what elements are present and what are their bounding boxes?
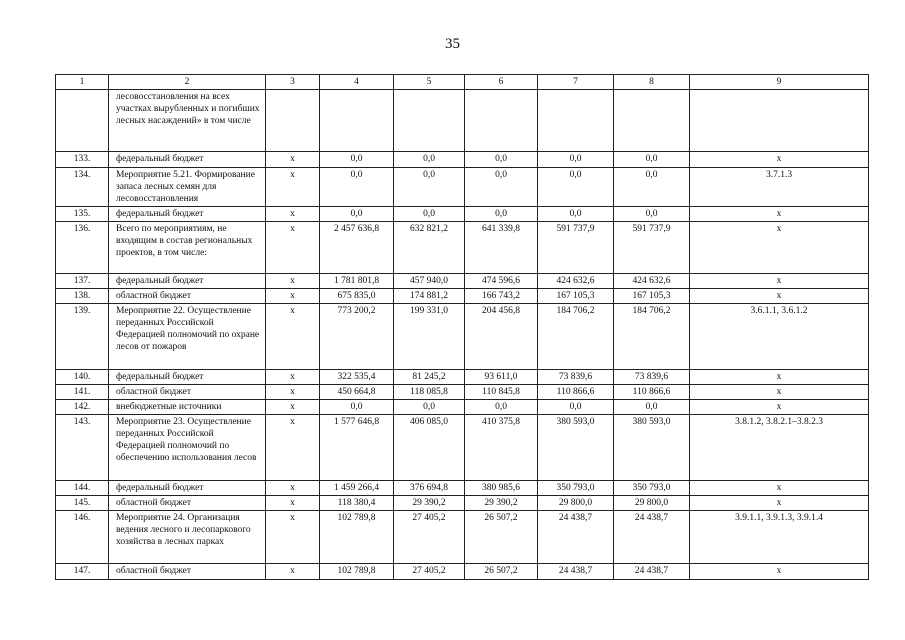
- value-col-5: 0,0: [394, 152, 465, 168]
- table-row: [56, 289, 869, 304]
- row-unit: [266, 90, 320, 152]
- value-col-4: 773 200,2: [320, 304, 394, 370]
- row-reference: х: [690, 207, 869, 222]
- row-unit: х: [266, 415, 320, 481]
- row-number: 143.: [56, 415, 109, 481]
- row-name: областной бюджет: [109, 385, 266, 400]
- table-row: [56, 370, 869, 385]
- value-col-7: 29 800,0: [538, 496, 614, 511]
- value-col-6: 29 390,2: [465, 496, 538, 511]
- value-col-7: 184 706,2: [538, 304, 614, 370]
- value-col-6: 26 507,2: [465, 511, 538, 564]
- row-number: 137.: [56, 274, 109, 289]
- value-col-5: 174 881,2: [394, 289, 465, 304]
- value-col-5: 0,0: [394, 207, 465, 222]
- table-row: [56, 564, 869, 580]
- row-number: 139.: [56, 304, 109, 370]
- row-reference: х: [690, 370, 869, 385]
- column-header: 6: [465, 75, 538, 90]
- value-col-8: 24 438,7: [614, 564, 690, 580]
- header-row: [56, 75, 869, 90]
- value-col-6: 0,0: [465, 207, 538, 222]
- row-name: федеральный бюджет: [109, 207, 266, 222]
- row-name: Всего по мероприятиям, не входящим в состав региональных проектов, в том числе:: [109, 222, 266, 274]
- row-reference: 3.6.1.1, 3.6.1.2: [690, 304, 869, 370]
- value-col-8: 0,0: [614, 207, 690, 222]
- value-col-5: 81 245,2: [394, 370, 465, 385]
- row-name: Мероприятие 22. Осуществление переданных Российской Федерацией полномочий по охране лесов от пожаров: [109, 304, 266, 370]
- value-col-7: [538, 90, 614, 152]
- row-name: федеральный бюджет: [109, 481, 266, 496]
- value-col-4: 118 380,4: [320, 496, 394, 511]
- column-header: 1: [56, 75, 109, 90]
- row-unit: х: [266, 400, 320, 415]
- row-number: 140.: [56, 370, 109, 385]
- budget-table: [55, 74, 869, 580]
- row-number: 141.: [56, 385, 109, 400]
- value-col-7: 0,0: [538, 207, 614, 222]
- value-col-4: 0,0: [320, 168, 394, 207]
- row-number: 133.: [56, 152, 109, 168]
- value-col-7: 0,0: [538, 400, 614, 415]
- row-name: федеральный бюджет: [109, 274, 266, 289]
- value-col-4: 322 535,4: [320, 370, 394, 385]
- column-header: 8: [614, 75, 690, 90]
- row-reference: х: [690, 385, 869, 400]
- value-col-8: 29 800,0: [614, 496, 690, 511]
- value-col-5: [394, 90, 465, 152]
- row-number: 142.: [56, 400, 109, 415]
- value-col-6: 474 596,6: [465, 274, 538, 289]
- value-col-6: [465, 90, 538, 152]
- value-col-5: 199 331,0: [394, 304, 465, 370]
- value-col-7: 380 593,0: [538, 415, 614, 481]
- row-unit: х: [266, 207, 320, 222]
- value-col-6: 0,0: [465, 152, 538, 168]
- value-col-6: 380 985,6: [465, 481, 538, 496]
- row-reference: х: [690, 496, 869, 511]
- value-col-5: 0,0: [394, 168, 465, 207]
- column-header: 5: [394, 75, 465, 90]
- table-row: [56, 207, 869, 222]
- value-col-8: 0,0: [614, 168, 690, 207]
- column-header: 7: [538, 75, 614, 90]
- value-col-8: 591 737,9: [614, 222, 690, 274]
- value-col-5: 406 085,0: [394, 415, 465, 481]
- value-col-4: 2 457 636,8: [320, 222, 394, 274]
- value-col-5: 376 694,8: [394, 481, 465, 496]
- row-number: 144.: [56, 481, 109, 496]
- row-unit: х: [266, 564, 320, 580]
- row-reference: [690, 90, 869, 152]
- value-col-6: 410 375,8: [465, 415, 538, 481]
- row-unit: х: [266, 274, 320, 289]
- value-col-6: 166 743,2: [465, 289, 538, 304]
- value-col-4: 1 459 266,4: [320, 481, 394, 496]
- value-col-7: 73 839,6: [538, 370, 614, 385]
- value-col-8: 0,0: [614, 152, 690, 168]
- row-name: федеральный бюджет: [109, 370, 266, 385]
- row-reference: х: [690, 289, 869, 304]
- value-col-4: 450 664,8: [320, 385, 394, 400]
- value-col-8: [614, 90, 690, 152]
- value-col-8: 184 706,2: [614, 304, 690, 370]
- row-unit: х: [266, 168, 320, 207]
- value-col-6: 641 339,8: [465, 222, 538, 274]
- value-col-8: 24 438,7: [614, 511, 690, 564]
- value-col-7: 24 438,7: [538, 511, 614, 564]
- row-reference: х: [690, 274, 869, 289]
- row-number: 145.: [56, 496, 109, 511]
- row-number: 146.: [56, 511, 109, 564]
- value-col-6: 0,0: [465, 168, 538, 207]
- row-number: 135.: [56, 207, 109, 222]
- row-unit: х: [266, 289, 320, 304]
- row-unit: х: [266, 304, 320, 370]
- row-reference: х: [690, 400, 869, 415]
- table-row: [56, 152, 869, 168]
- row-name: областной бюджет: [109, 496, 266, 511]
- row-unit: х: [266, 152, 320, 168]
- value-col-4: 0,0: [320, 400, 394, 415]
- value-col-4: 102 789,8: [320, 564, 394, 580]
- row-reference: х: [690, 481, 869, 496]
- value-col-7: 110 866,6: [538, 385, 614, 400]
- row-unit: х: [266, 496, 320, 511]
- value-col-4: 1 781 801,8: [320, 274, 394, 289]
- value-col-4: 0,0: [320, 152, 394, 168]
- row-number: 136.: [56, 222, 109, 274]
- table-row: [56, 481, 869, 496]
- value-col-6: 204 456,8: [465, 304, 538, 370]
- table-row: [56, 168, 869, 207]
- value-col-5: 27 405,2: [394, 564, 465, 580]
- value-col-8: 350 793,0: [614, 481, 690, 496]
- value-col-4: [320, 90, 394, 152]
- column-header: 4: [320, 75, 394, 90]
- row-unit: х: [266, 222, 320, 274]
- value-col-8: 0,0: [614, 400, 690, 415]
- table-row: [56, 222, 869, 274]
- value-col-5: 0,0: [394, 400, 465, 415]
- value-col-8: 380 593,0: [614, 415, 690, 481]
- value-col-8: 424 632,6: [614, 274, 690, 289]
- table-row: [56, 90, 869, 152]
- value-col-5: 632 821,2: [394, 222, 465, 274]
- value-col-7: 350 793,0: [538, 481, 614, 496]
- row-reference: 3.7.1.3: [690, 168, 869, 207]
- row-name: Мероприятие 23. Осуществление переданных Российской Федерацией полномочий по обеспечению использования лесов: [109, 415, 266, 481]
- row-number: 147.: [56, 564, 109, 580]
- value-col-6: 26 507,2: [465, 564, 538, 580]
- row-unit: х: [266, 370, 320, 385]
- row-name: федеральный бюджет: [109, 152, 266, 168]
- value-col-7: 424 632,6: [538, 274, 614, 289]
- row-name: внебюджетные источники: [109, 400, 266, 415]
- row-reference: 3.8.1.2, 3.8.2.1–3.8.2.3: [690, 415, 869, 481]
- value-col-4: 0,0: [320, 207, 394, 222]
- value-col-7: 0,0: [538, 152, 614, 168]
- row-name: Мероприятие 24. Организация ведения лесного и лесопаркового хозяйства в лесных парках: [109, 511, 266, 564]
- value-col-7: 591 737,9: [538, 222, 614, 274]
- value-col-4: 675 835,0: [320, 289, 394, 304]
- row-name: областной бюджет: [109, 289, 266, 304]
- value-col-5: 457 940,0: [394, 274, 465, 289]
- value-col-5: 118 085,8: [394, 385, 465, 400]
- value-col-4: 102 789,8: [320, 511, 394, 564]
- value-col-6: 110 845,8: [465, 385, 538, 400]
- value-col-4: 1 577 646,8: [320, 415, 394, 481]
- row-unit: х: [266, 511, 320, 564]
- table-row: [56, 400, 869, 415]
- row-name: областной бюджет: [109, 564, 266, 580]
- value-col-5: 27 405,2: [394, 511, 465, 564]
- row-name: Мероприятие 5.21. Формирование запаса лесных семян для лесовосстановления: [109, 168, 266, 207]
- row-reference: х: [690, 222, 869, 274]
- value-col-8: 167 105,3: [614, 289, 690, 304]
- row-unit: х: [266, 385, 320, 400]
- table-row: [56, 304, 869, 370]
- value-col-8: 110 866,6: [614, 385, 690, 400]
- row-number: 134.: [56, 168, 109, 207]
- row-number: 138.: [56, 289, 109, 304]
- table-row: [56, 385, 869, 400]
- page-number: 35: [445, 36, 460, 52]
- row-reference: х: [690, 152, 869, 168]
- column-header: 3: [266, 75, 320, 90]
- value-col-7: 167 105,3: [538, 289, 614, 304]
- row-reference: 3.9.1.1, 3.9.1.3, 3.9.1.4: [690, 511, 869, 564]
- table-row: [56, 496, 869, 511]
- column-header: 2: [109, 75, 266, 90]
- value-col-7: 0,0: [538, 168, 614, 207]
- value-col-5: 29 390,2: [394, 496, 465, 511]
- value-col-6: 0,0: [465, 400, 538, 415]
- table-row: [56, 415, 869, 481]
- column-header: 9: [690, 75, 869, 90]
- value-col-8: 73 839,6: [614, 370, 690, 385]
- value-col-7: 24 438,7: [538, 564, 614, 580]
- table-row: [56, 511, 869, 564]
- value-col-6: 93 611,0: [465, 370, 538, 385]
- row-reference: х: [690, 564, 869, 580]
- row-unit: х: [266, 481, 320, 496]
- row-name: лесовосстановления на всех участках вырубленных и погибших лесных насаждений» в том числе: [109, 90, 266, 152]
- table-row: [56, 274, 869, 289]
- row-number: [56, 90, 109, 152]
